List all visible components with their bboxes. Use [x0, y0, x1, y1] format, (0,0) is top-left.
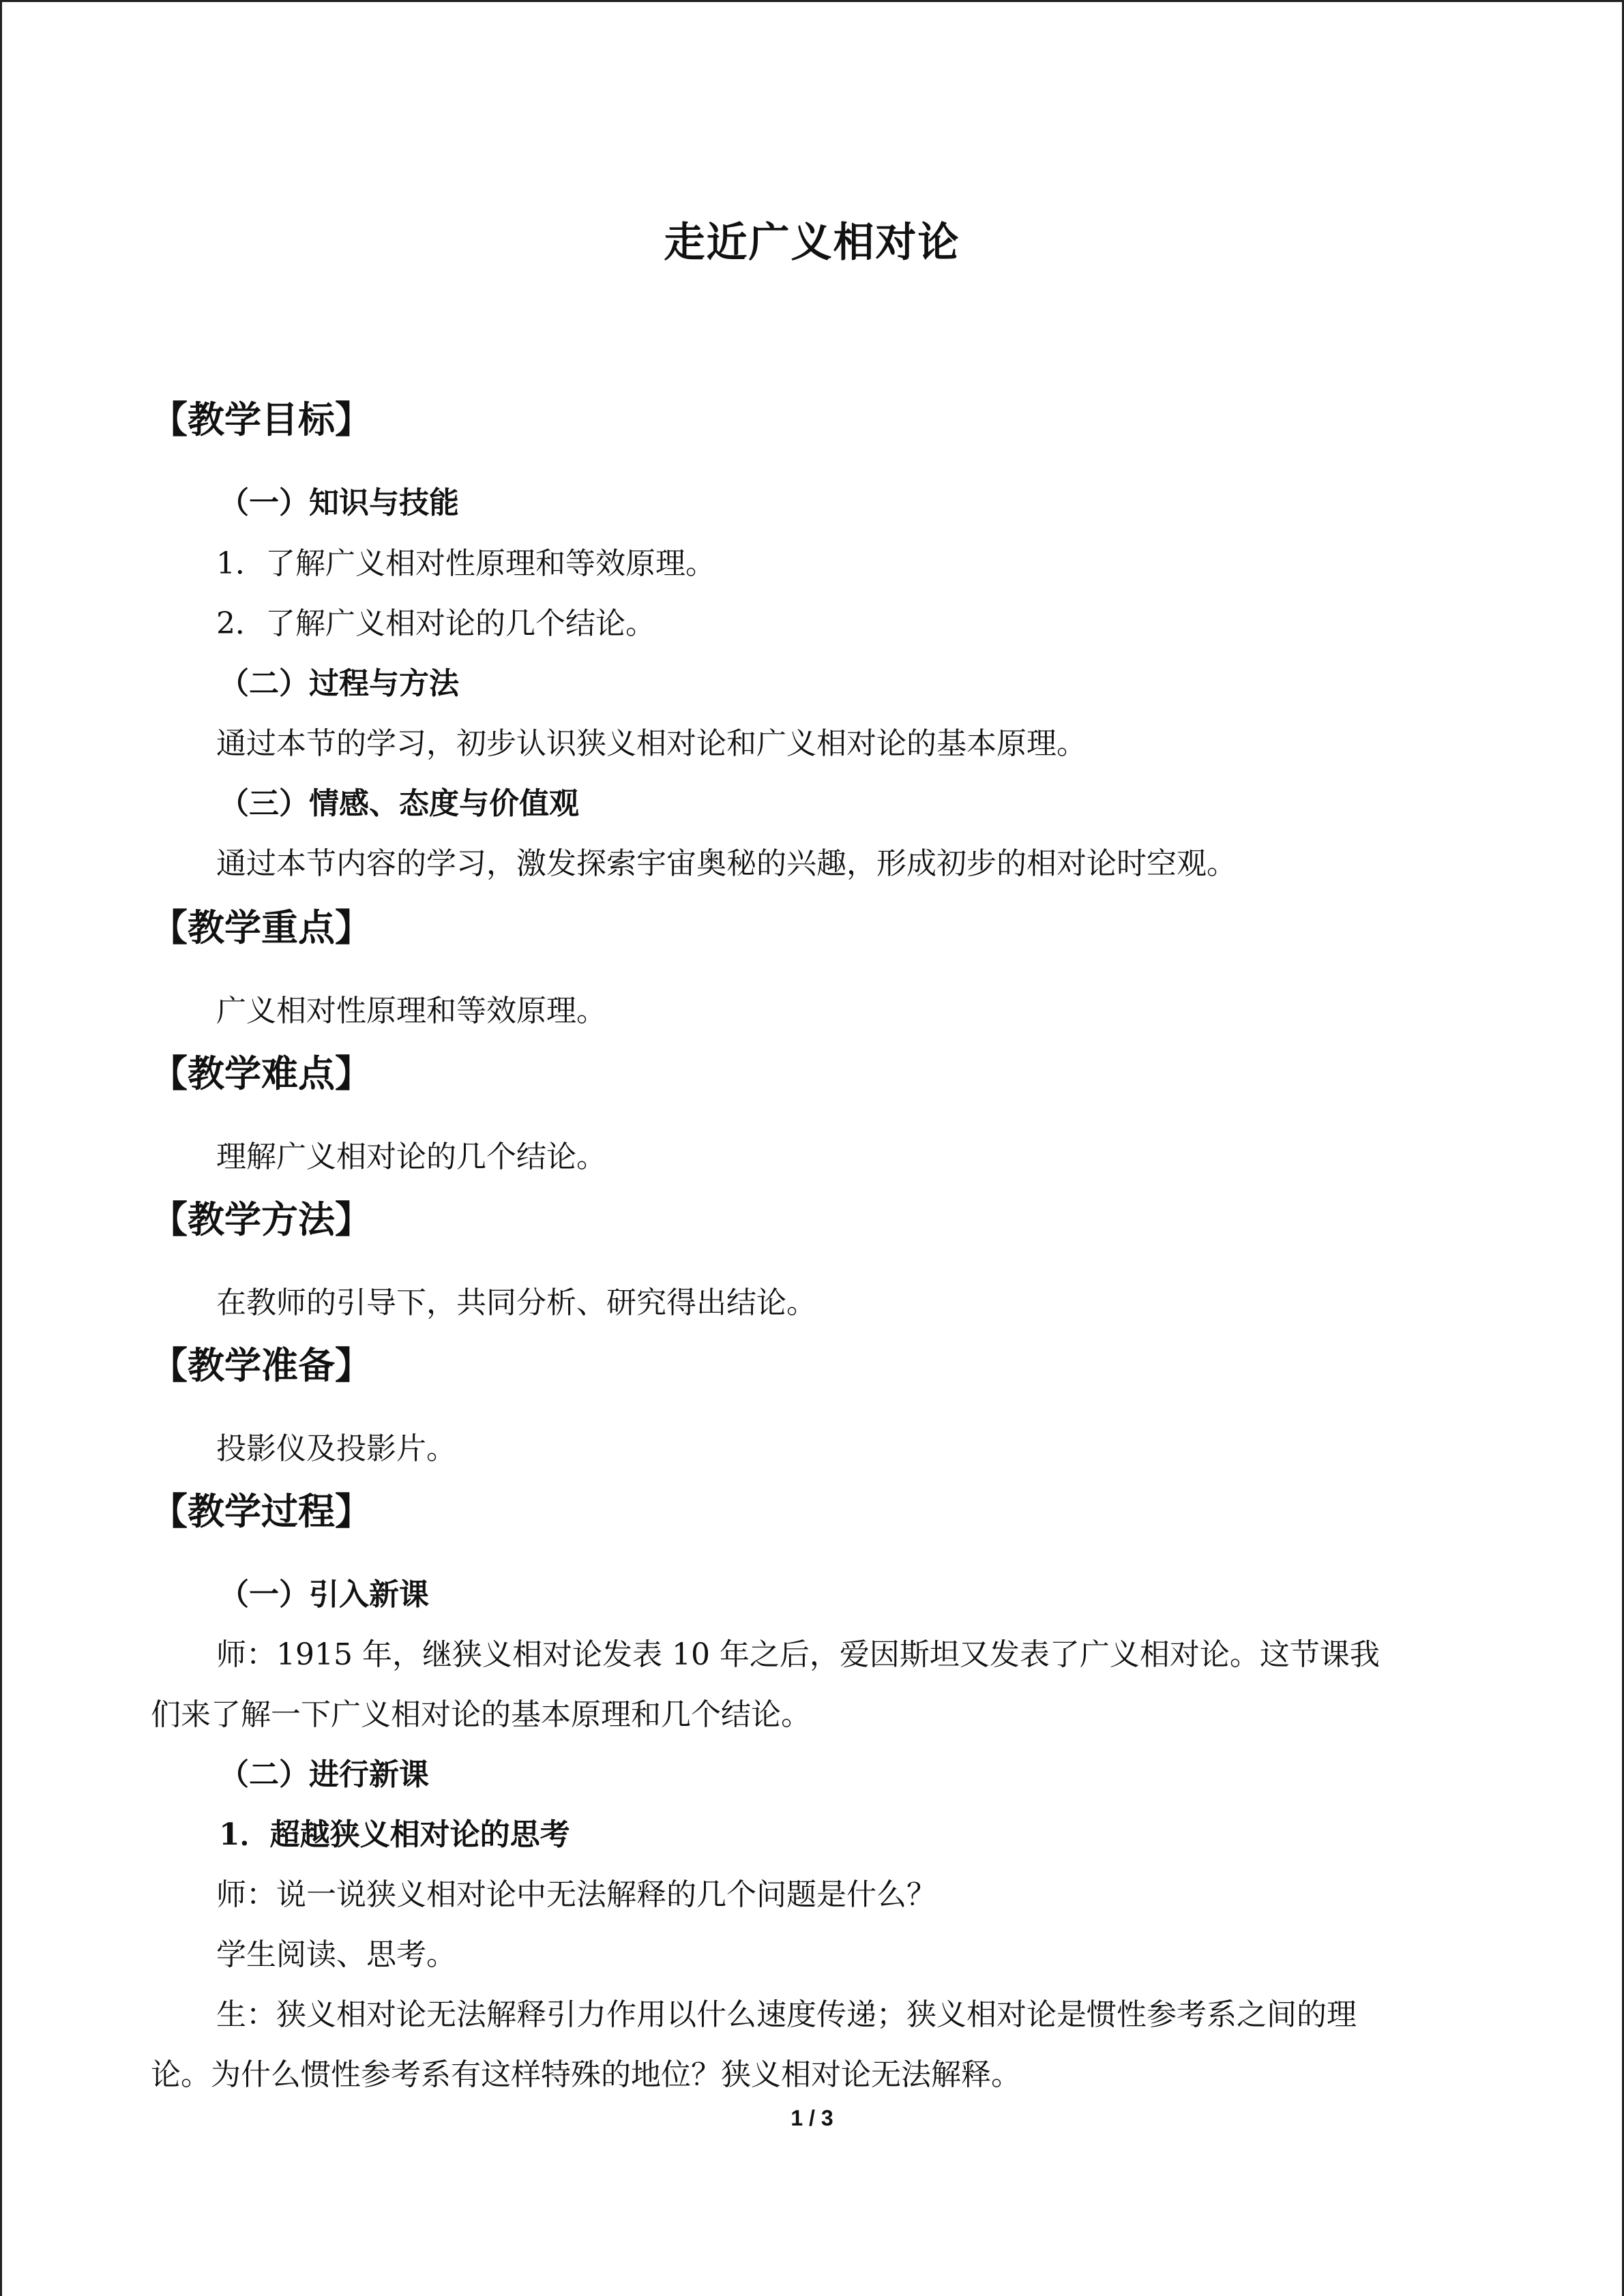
subheading-process-method: （二）过程与方法 [219, 666, 459, 701]
student-answer-line-1: 生：狭义相对论无法解释引力作用以什么速度传递；狭义相对论是惯性参考系之间的理 [216, 1997, 1357, 2032]
students-activity: 学生阅读、思考。 [216, 1937, 456, 1972]
subheading-emotion-values: （三）情感、态度与价值观 [219, 786, 579, 821]
emotion-values-text: 通过本节内容的学习，激发探索宇宙奥秘的兴趣，形成初步的相对论时空观。 [216, 846, 1237, 881]
methods-text: 在教师的引导下，共同分析、研究得出结论。 [216, 1285, 816, 1320]
key-points-text: 广义相对性原理和等效原理。 [216, 994, 606, 1028]
objective-item-1: 1．了解广义相对性原理和等效原理。 [216, 546, 715, 581]
topic-heading-1: 1．超越狭义相对论的思考 [219, 1817, 570, 1852]
heading-process: 【教学过程】 [151, 1489, 372, 1533]
subheading-knowledge-skills: （一）知识与技能 [219, 486, 459, 520]
objective-item-2: 2．了解广义相对论的几个结论。 [216, 606, 655, 641]
preparation-text: 投影仪及投影片。 [216, 1431, 456, 1466]
page-number: 1 / 3 [791, 2106, 833, 2130]
process-method-text: 通过本节的学习，初步认识狭义相对论和广义相对论的基本原理。 [216, 726, 1087, 761]
document-title: 走近广义相对论 [664, 219, 960, 267]
heading-methods: 【教学方法】 [151, 1197, 372, 1241]
difficulties-text: 理解广义相对论的几个结论。 [216, 1139, 606, 1174]
heading-key-points: 【教学重点】 [151, 906, 372, 949]
teacher-question: 师：说一说狭义相对论中无法解释的几个问题是什么？ [216, 1877, 936, 1912]
student-answer-line-2: 论。为什么惯性参考系有这样特殊的地位？狭义相对论无法解释。 [151, 2057, 1021, 2092]
heading-objectives: 【教学目标】 [151, 398, 372, 441]
subheading-new-lesson: （二）进行新课 [219, 1757, 429, 1792]
heading-preparation: 【教学准备】 [151, 1343, 372, 1387]
subheading-intro: （一）引入新课 [219, 1577, 429, 1612]
intro-paragraph-line-2: 们来了解一下广义相对论的基本原理和几个结论。 [151, 1697, 811, 1732]
heading-difficulties: 【教学难点】 [151, 1052, 372, 1095]
intro-paragraph-line-1: 师：1915 年，继狭义相对论发表 10 年之后，爱因斯坦又发表了广义相对论。这节课我 [216, 1637, 1380, 1672]
